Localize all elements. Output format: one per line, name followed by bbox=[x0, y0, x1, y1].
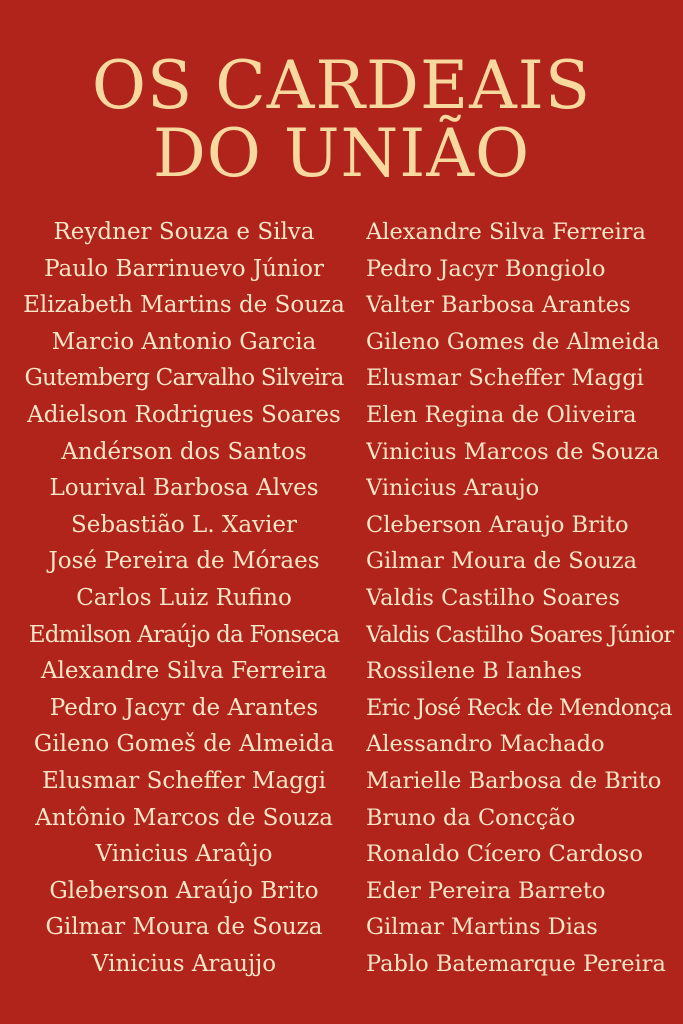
name-item: José Pereira de Móraes bbox=[48, 548, 320, 575]
name-item: Gleberson Araújo Brito bbox=[49, 877, 319, 904]
name-item: Pedro Jacyr de Arantes bbox=[49, 694, 319, 721]
name-item: Antônio Marcos de Souza bbox=[35, 804, 333, 831]
name-item: Bruno da Concção bbox=[366, 804, 576, 831]
name-item: Gileno Gomeš de Almeida bbox=[33, 731, 335, 758]
name-item: Pablo Batemarque Pereira bbox=[366, 950, 666, 977]
name-item: Gilmar Martins Dias bbox=[366, 914, 598, 941]
name-item: Gileno Gomes de Almeida bbox=[366, 328, 660, 355]
name-item: Andérson dos Santos bbox=[61, 438, 307, 465]
name-item: Adielson Rodrigues Soares bbox=[27, 401, 341, 428]
name-item: Elizabeth Martins de Souza bbox=[23, 292, 345, 319]
name-item: Ronaldo Cícero Cardoso bbox=[366, 841, 643, 868]
name-item: Pedro Jacyr Bongiolo bbox=[366, 255, 606, 282]
name-item: Gilmar Moura de Souza bbox=[366, 548, 638, 575]
name-item: Valter Barbosa Arantes bbox=[366, 292, 631, 319]
name-item: Valdis Castilho Soares Júnior bbox=[366, 621, 674, 648]
name-item: Valdis Castilho Soares bbox=[366, 584, 620, 611]
name-item: Alessandro Machado bbox=[366, 731, 605, 758]
title-line-1: OS CARDEAIS bbox=[91, 47, 592, 124]
page-title bbox=[0, 47, 683, 192]
name-item: Sebastião L. Xavier bbox=[70, 511, 297, 538]
name-item: Alexandre Silva Ferreira bbox=[366, 219, 646, 245]
names-column-left bbox=[14, 214, 354, 982]
name-item: Elen Regina de Oliveira bbox=[366, 401, 637, 428]
name-item: Marielle Barbosa de Brito bbox=[366, 767, 662, 794]
name-item: Eric José Reck de Mendonça bbox=[366, 694, 672, 721]
name-item: Rossilene B Ianhes bbox=[366, 658, 583, 685]
name-item: Paulo Barrinuevo Júnior bbox=[44, 255, 324, 282]
name-item: Elusmar Scheffer Maggi bbox=[42, 767, 326, 794]
name-item: Reydner Souza e Silva bbox=[53, 219, 315, 245]
name-item: Eder Pereira Barreto bbox=[366, 877, 606, 904]
names-column-right bbox=[366, 214, 682, 982]
name-item: Gutemberg Carvalho Silveira bbox=[24, 365, 344, 392]
name-item: Vinicius Araujo bbox=[366, 475, 540, 502]
name-item: Marcio Antonio Garcia bbox=[51, 328, 317, 355]
name-item: Gilmar Moura de Souza bbox=[45, 914, 323, 941]
name-item: Vinicius Marcos de Souza bbox=[366, 438, 660, 465]
name-item: Vinicius Araûjo bbox=[95, 841, 273, 868]
name-item: Elusmar Scheffer Maggi bbox=[366, 365, 644, 392]
title-line-2: DO UNIÃO bbox=[152, 115, 531, 192]
name-item: Lourival Barbosa Alves bbox=[49, 475, 319, 502]
name-item: Carlos Luiz Rufino bbox=[76, 584, 292, 611]
name-item: Edmilson Araújo da Fonseca bbox=[28, 621, 340, 648]
name-item: Alexandre Silva Ferreira bbox=[40, 658, 328, 685]
name-item: Cleberson Araujo Brito bbox=[366, 511, 629, 538]
name-item: Vinicius Araujjo bbox=[91, 950, 277, 977]
